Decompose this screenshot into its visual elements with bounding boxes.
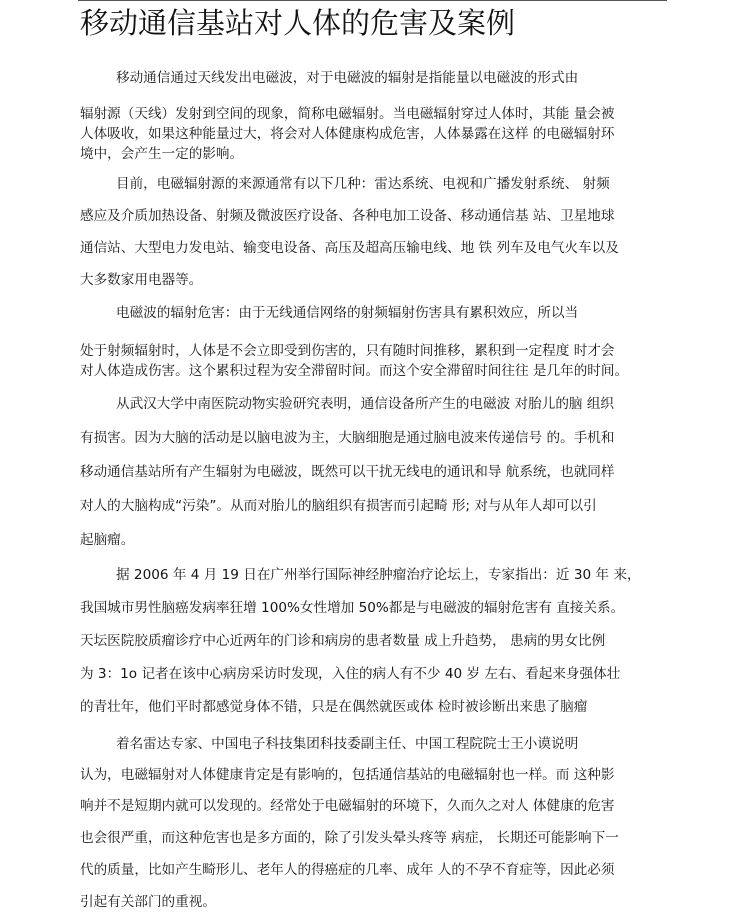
paragraph-line: 大多数家用电器等。 (80, 272, 203, 288)
paragraph-line: 引起有关部门的重视。 (80, 894, 216, 910)
paragraph-line: 起脑瘤。 (80, 532, 135, 548)
paragraph-line: 响并不是短期内就可以发现的。经常处于电磁辐射的环境下，久而久之对人 体健康的危害 (80, 798, 615, 814)
paragraph-line: 人体吸收，如果这种能量过大，将会对人体健康构成危害，人体暴露在这样 的电磁辐射环 (80, 126, 615, 142)
paragraph-line: 对人的大脑构成“污染”。从而对胎儿的脑组织有损害而引起畸 形; 对与从年人却可以引 (80, 498, 597, 514)
paragraph-line: 有损害。因为大脑的活动是以脑电波为主，大脑细胞是通过脑电波来传递信号 的。手机和 (80, 430, 615, 446)
paragraph-line: 移动通信基站所有产生辐射为电磁波，既然可以干扰无线电的通讯和导 航系统，也就同样 (80, 464, 615, 480)
paragraph-line: 处于射频辐射时，人体是不会立即受到伤害的，只有随时间推移，累积到一定程度 时才会 (80, 343, 615, 359)
paragraph-line: 移动通信通过天线发出电磁波，对于电磁波的辐射是指能量以电磁波的形式由 (116, 70, 579, 86)
paragraph-line: 对人体造成伤害。这个累积过程为安全滞留时间。而这个安全滞留时间往往 是几年的时间。 (80, 363, 629, 379)
paragraph-line: 我国城市男性脑癌发病率狂增 100%女性增加 50%都是与电磁波的辐射危害有 直接关系。 (80, 600, 625, 616)
paragraph-line: 通信站、大型电力发电站、输变电设备、高压及超高压输电线、地 铁 列车及电气火车以及 (80, 240, 619, 256)
paragraph-line: 着名雷达专家、中国电子科技集团科技委副主任、中国工程院院士王小谟说明 (116, 736, 579, 752)
paragraph-line: 辐射源（天线）发射到空间的现象，简称电磁辐射。当电磁辐射穿过人体时，其能 量会被 (80, 106, 615, 122)
paragraph-line: 认为，电磁辐射对人体健康肯定是有影响的，包括通信基站的电磁辐射也一样。而 这种影 (80, 767, 615, 783)
paragraph-line: 境中，会产生一定的影响。 (80, 146, 244, 162)
paragraph-line: 也会很严重，而这种危害也是多方面的，除了引发头晕头疼等 病症， 长期还可能影响下一 (80, 830, 619, 846)
paragraph-line: 据 2006 年 4 月 19 日在广州举行国际神经肿瘤治疗论坛上，专家指出：近 30 年 来， (116, 567, 641, 583)
paragraph-line: 感应及介质加热设备、射频及微波医疗设备、各种电加工设备、移动通信基 站、卫星地球 (80, 208, 615, 224)
paragraph-line: 为 3：1o 记者在该中心病房采访时发现，入住的病人有不少 40 岁 左右、看起来身强体壮 (80, 666, 621, 682)
paragraph-line: 目前，电磁辐射源的来源通常有以下几种：雷达系统、电视和广播发射系统、 射频 (116, 176, 610, 192)
paragraph-line: 从武汉大学中南医院动物实验研究表明，通信设备所产生的电磁波 对胎儿的脑 组织 (116, 396, 615, 412)
top-rule (78, 0, 667, 1)
paragraph-line: 电磁波的辐射危害：由于无线通信网络的射频辐射伤害具有累积效应，所以当 (116, 305, 579, 321)
paragraph-line: 代的质量，比如产生畸形儿、老年人的得癌症的几率、成年 人的不孕不育症等，因此必须 (80, 862, 615, 878)
paragraph-line: 天坛医院胶质瘤诊疗中心近两年的门诊和病房的患者数量 成上升趋势， 患病的男女比例 (80, 633, 606, 649)
document-title: 移动通信基站对人体的危害及案例 (80, 6, 516, 40)
paragraph-line: 的青壮年，他们平时都感觉身体不错，只是在偶然就医或体 检时被诊断出来患了脑瘤 (80, 699, 588, 715)
